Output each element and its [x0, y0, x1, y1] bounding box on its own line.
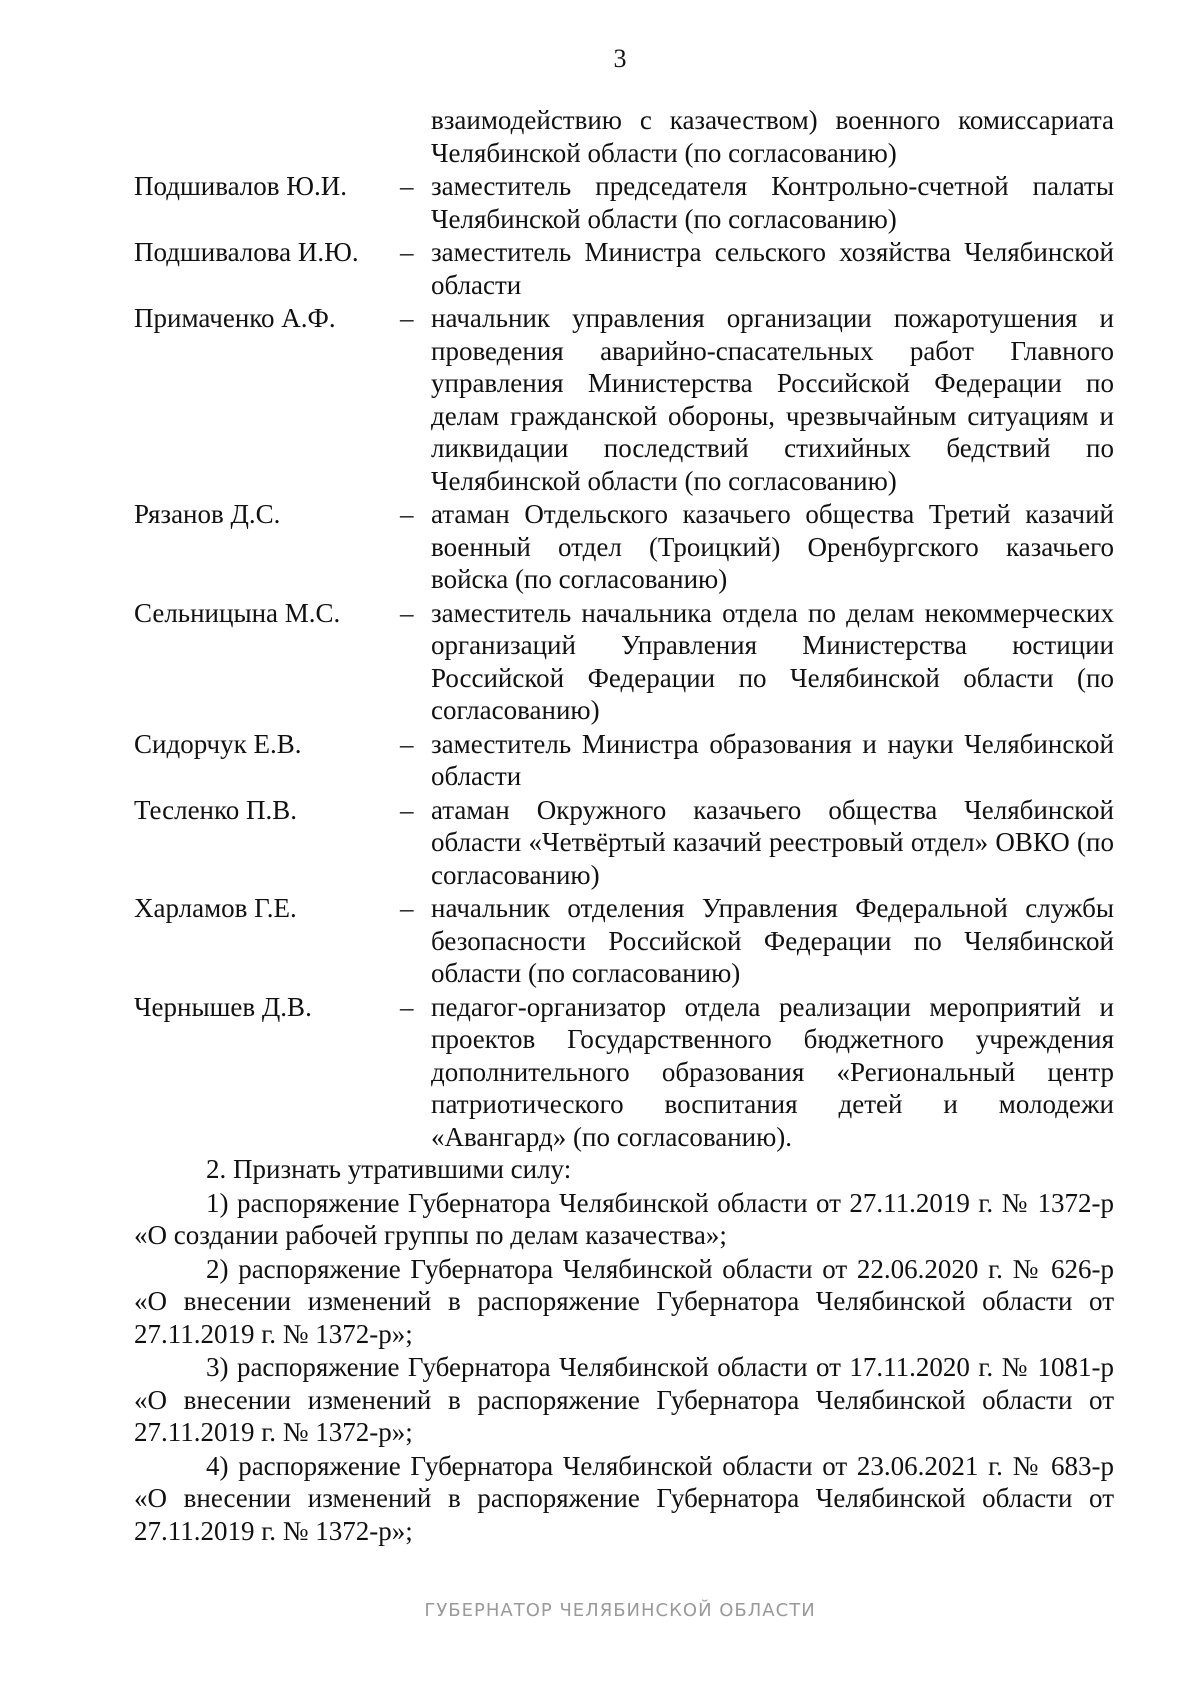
dash: –: [400, 171, 414, 201]
member-continuation: взаимодействию с казачеством) военного комиссариата Челябинской области (по согласованию): [431, 105, 1114, 168]
member-position: атаман Отдельского казачьего общества Третий казачий военный отдел (Троицкий) Оренбургского казачьего войска (по согласованию): [431, 499, 1114, 594]
member-position: атаман Окружного казачьего общества Челябинской области «Четвёртый казачий реестровый отдел» ОВКО (по согласованию): [431, 794, 1114, 890]
member-position: педагог-организатор отдела реализации мероприятий и проектов Государственного бюджетного учреждения дополнительного образования «Региональный центр патриотического воспитания детей и молодежи «Авангард» (по согласованию).: [431, 991, 1114, 1152]
member-position: заместитель Министра образования и науки Челябинской области: [431, 728, 1114, 791]
dash: –: [400, 991, 414, 1022]
member-name: Подшивалова И.Ю.: [134, 237, 359, 267]
member-name: Примаченко А.Ф.: [134, 303, 336, 333]
dash: –: [400, 303, 414, 333]
member-entry: [134, 728, 1114, 793]
repealed-item: 1) распоряжение Губернатора Челябинской области от 27.11.2019 г. № 1372-р «О создании рабочей группы по делам казачества»;: [134, 1187, 1114, 1250]
member-position: начальник управления организации пожаротушения и проведения аварийно-спасательных работ Главного управления Министерства Российской Федерации по делам гражданской обороны, чрезвычайным ситуациям и ликвидации последствий стихийных бедствий по Челябинской области (по согласованию): [431, 303, 1114, 496]
member-position: заместитель председателя Контрольно-счетной палаты Челябинской области (по согласованию): [431, 171, 1114, 234]
dash: –: [400, 597, 414, 628]
member-name: Рязанов Д.С.: [134, 499, 281, 529]
page-number: 3: [613, 44, 627, 73]
member-entry: [134, 302, 1114, 497]
member-entry: [134, 794, 1114, 892]
repealed-item: 3) распоряжение Губернатора Челябинской области от 17.11.2020 г. № 1081-р «О внесении изменений в распоряжение Губернатора Челябинской области от 27.11.2019 г. № 1372-р»;: [134, 1352, 1114, 1447]
member-position: начальник отделения Управления Федеральной службы безопасности Российской Федерации по Челябинской области (по согласованию): [431, 893, 1114, 988]
member-name: Харламов Г.Е.: [134, 893, 297, 923]
dash: –: [400, 499, 414, 529]
document-body: [134, 104, 1114, 1547]
member-entry: [134, 236, 1114, 301]
repealed-item: 4) распоряжение Губернатора Челябинской области от 23.06.2021 г. № 683-р «О внесении изменений в распоряжение Губернатора Челябинской области от 27.11.2019 г. № 1372-р»;: [134, 1450, 1114, 1546]
footer-watermark: ГУБЕРНАТОР ЧЕЛЯБИНСКОЙ ОБЛАСТИ: [424, 1600, 816, 1621]
dash: –: [400, 893, 414, 923]
member-list: [134, 170, 1114, 1153]
section-heading: 2. Признать утратившими силу:: [206, 1154, 572, 1184]
dash: –: [400, 728, 414, 759]
dash: –: [400, 794, 414, 825]
member-position: заместитель начальника отдела по делам некоммерческих организаций Управления Министерства юстиции Российской Федерации по Челябинской области (по согласованию): [431, 597, 1114, 725]
member-entry: [134, 892, 1114, 990]
member-position: заместитель Министра сельского хозяйства Челябинской области: [431, 237, 1114, 300]
member-entry: [134, 170, 1114, 235]
member-name: Тесленко П.В.: [134, 794, 298, 825]
member-entry: [134, 597, 1114, 727]
member-name: Сидорчук Е.В.: [134, 728, 302, 759]
member-entry: [134, 991, 1114, 1154]
member-name: Сельницына М.С.: [134, 597, 341, 628]
member-name: Подшивалов Ю.И.: [134, 171, 348, 201]
repealed-list: [134, 1187, 1114, 1548]
member-entry: [134, 498, 1114, 596]
dash: –: [400, 237, 414, 267]
member-name: Чернышев Д.В.: [134, 991, 312, 1022]
repealed-item: 2) распоряжение Губернатора Челябинской области от 22.06.2020 г. № 626-р «О внесении изменений в распоряжение Губернатора Челябинской области от 27.11.2019 г. № 1372-р»;: [134, 1253, 1114, 1349]
